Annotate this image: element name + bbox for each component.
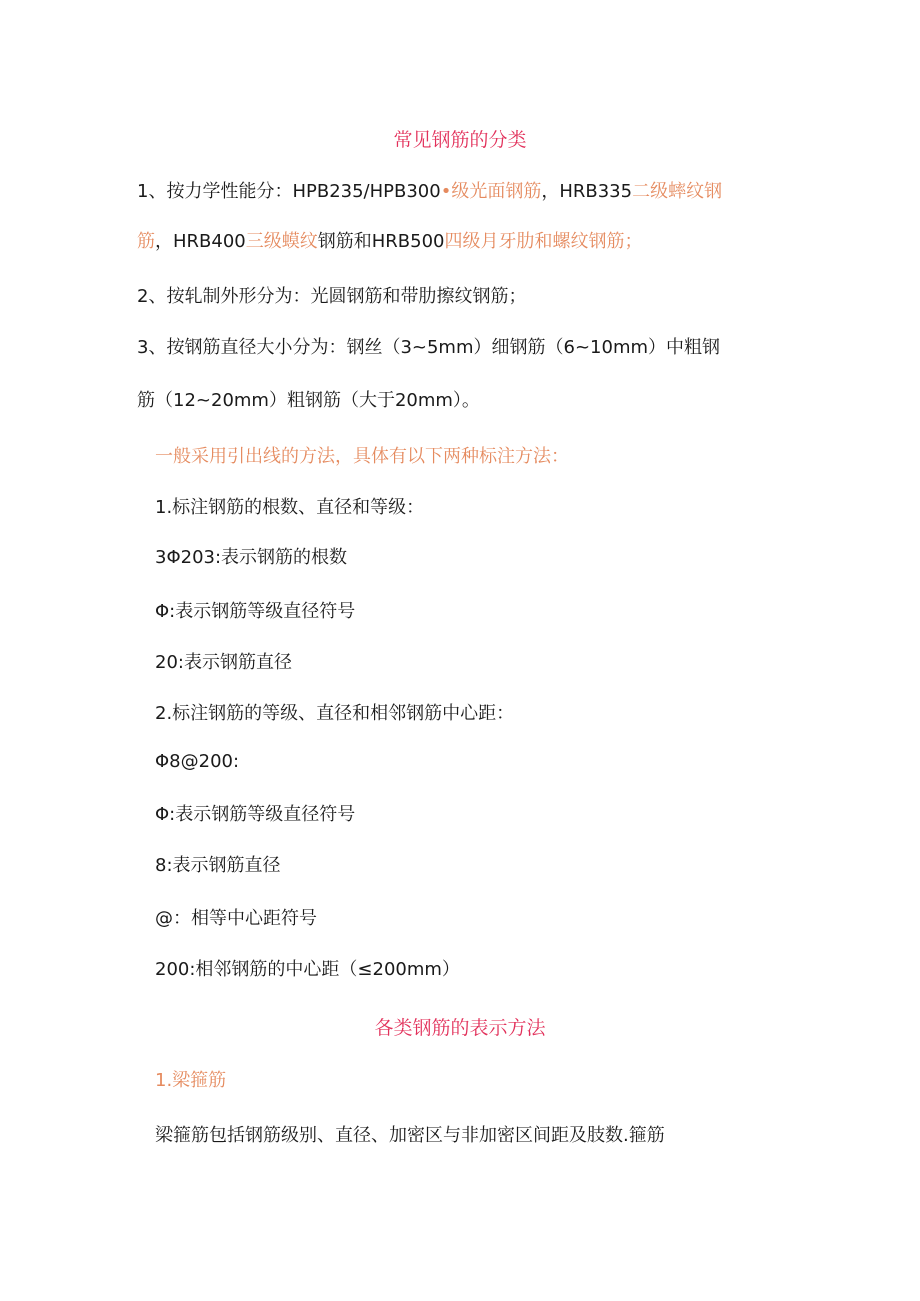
item-1-line-1 [137, 180, 722, 204]
item-1-text-f: ，HRB400 [155, 231, 246, 252]
item-1-text-d: 二级蟀纹钢 [632, 181, 723, 202]
annotation-line: 3Φ203:表示钢筋的根数 [155, 547, 348, 568]
annotation-line: 8:表示钢筋直径 [155, 855, 281, 876]
section-title-rebar-classification: 常见钢筋的分类 [393, 129, 527, 151]
annotation-line: 1.标注钢筋的根数、直径和等级： [155, 497, 425, 518]
beam-stirrup-description: 梁箍筋包括钢筋级别、直径、加密区与非加密区间距及肢数.箍筋 [155, 1125, 665, 1146]
item-1-line-2 [137, 230, 643, 254]
subsection-title-beam-stirrup: 1.梁箍筋 [155, 1070, 227, 1091]
annotation-line: Φ:表示钢筋等级直径符号 [155, 601, 356, 622]
annotation-intro: 一般采用引出线的方法，具体有以下两种标注方法： [155, 446, 569, 467]
annotation-line: @：相等中心距符号 [155, 908, 317, 929]
item-1-text-g: 三级蟆纹 [245, 231, 318, 252]
annotation-line: Φ8@200: [155, 751, 240, 772]
item-1-text-i: 四级月牙肋和螺纹钢筋； [444, 231, 643, 252]
item-1-text-c: ，HRB335 [541, 181, 633, 202]
annotation-line: 200:相邻钢筋的中心距（≤200mm） [155, 959, 460, 980]
item-1-text-a: 1、按力学性能分：HPB235/HPB300 [137, 181, 441, 202]
item-1-text-e: 筋 [137, 231, 155, 252]
item-3-line-1: 3、按钢筋直径大小分为：钢丝（3~5mm）细钢筋（6~10mm）中粗钢 [137, 337, 721, 358]
item-1-text-h: 钢筋和HRB500 [317, 231, 445, 252]
item-1-text-b: •级光面钢筋 [440, 181, 542, 202]
item-2: 2、按轧制外形分为：光圆钢筋和带肋擦纹钢筋； [137, 286, 527, 307]
annotation-line: 2.标注钢筋的等级、直径和相邻钢筋中心距： [155, 703, 515, 724]
annotation-line: 20:表示钢筋直径 [155, 652, 292, 673]
section-title-rebar-notation: 各类钢筋的表示方法 [374, 1017, 546, 1039]
annotation-line: Φ:表示钢筋等级直径符号 [155, 804, 356, 825]
item-3-line-2: 筋（12~20mm）粗钢筋（大于20mm）。 [137, 390, 480, 411]
